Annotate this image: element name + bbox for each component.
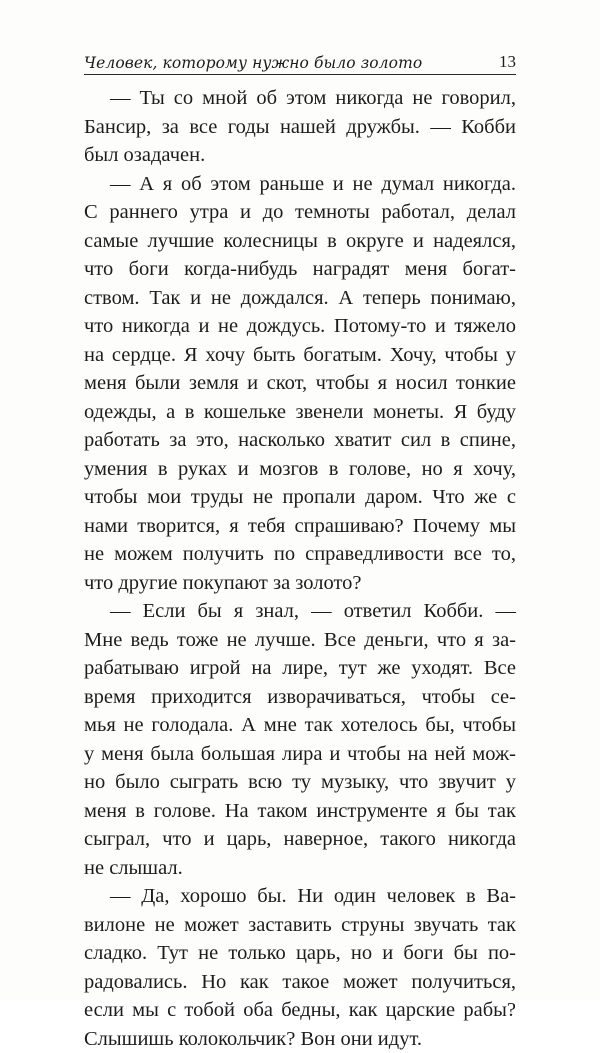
text-line: меня в голове. На таком инструменте я бы так bbox=[84, 797, 516, 826]
text-line: — А я об этом раньше и не думал никогда. bbox=[84, 170, 516, 199]
text-line: что боги когда-нибудь наградят меня богат- bbox=[84, 255, 516, 284]
text-line: самые лучшие колесницы в округе и надеялся, bbox=[84, 227, 516, 256]
running-head bbox=[84, 46, 516, 75]
text-line: меня были земля и скот, чтобы я носил тонкие bbox=[84, 369, 516, 398]
text-line: сыграл, что и царь, наверное, такого никогда bbox=[84, 825, 516, 854]
text-line: Слышишь колокольчик? Вон они идут. bbox=[84, 1025, 516, 1053]
text-line: не слышал. bbox=[84, 854, 516, 883]
text-line: умения в руках и мозгов в голове, но я хочу, bbox=[84, 455, 516, 484]
text-line: нами творится, я тебя спрашиваю? Почему мы bbox=[84, 512, 516, 541]
text-line: ством. Так и не дождался. А теперь понимаю, bbox=[84, 284, 516, 313]
text-line: вилоне не может заставить струны звучать так bbox=[84, 911, 516, 940]
page-number: 13 bbox=[499, 52, 516, 72]
text-line: чтобы мои труды не пропали даром. Что же с bbox=[84, 483, 516, 512]
body-text bbox=[84, 84, 516, 1053]
running-title: Человек, которому нужно было золото bbox=[84, 54, 422, 72]
text-line: одежды, а в кошельке звенели монеты. Я буду bbox=[84, 398, 516, 427]
text-line: но было сыграть всю ту музыку, что звучит у bbox=[84, 768, 516, 797]
text-line: — Да, хорошо бы. Ни один человек в Ва- bbox=[84, 882, 516, 911]
text-line: мья не голодала. А мне так хотелось бы, чтобы bbox=[84, 711, 516, 740]
text-line: Бансир, за все годы нашей дружбы. — Кобби bbox=[84, 113, 516, 142]
text-line: сладко. Тут не только царь, но и боги бы по- bbox=[84, 939, 516, 968]
text-line: если мы с тобой оба бедны, как царские рабы? bbox=[84, 996, 516, 1025]
text-line: не можем получить по справедливости все то, bbox=[84, 540, 516, 569]
text-line: что другие покупают за золото? bbox=[84, 569, 516, 598]
text-line: на сердце. Я хочу быть богатым. Хочу, чтобы у bbox=[84, 341, 516, 370]
text-line: Мне ведь тоже не лучше. Все деньги, что я за- bbox=[84, 626, 516, 655]
text-line: рабатываю игрой на лире, тут же уходят. Все bbox=[84, 654, 516, 683]
text-line: — Если бы я знал, — ответил Кобби. — bbox=[84, 597, 516, 626]
text-line: время приходится изворачиваться, чтобы се- bbox=[84, 683, 516, 712]
text-line: у меня была большая лира и чтобы на ней мож- bbox=[84, 740, 516, 769]
text-line: — Ты со мной об этом никогда не говорил, bbox=[84, 84, 516, 113]
text-line: С раннего утра и до темноты работал, делал bbox=[84, 198, 516, 227]
text-line: работать за это, насколько хватит сил в спине, bbox=[84, 426, 516, 455]
text-line: что никогда и не дождусь. Потому-то и тяжело bbox=[84, 312, 516, 341]
text-line: радовались. Но как такое может получиться, bbox=[84, 968, 516, 997]
text-line: был озадачен. bbox=[84, 141, 516, 170]
